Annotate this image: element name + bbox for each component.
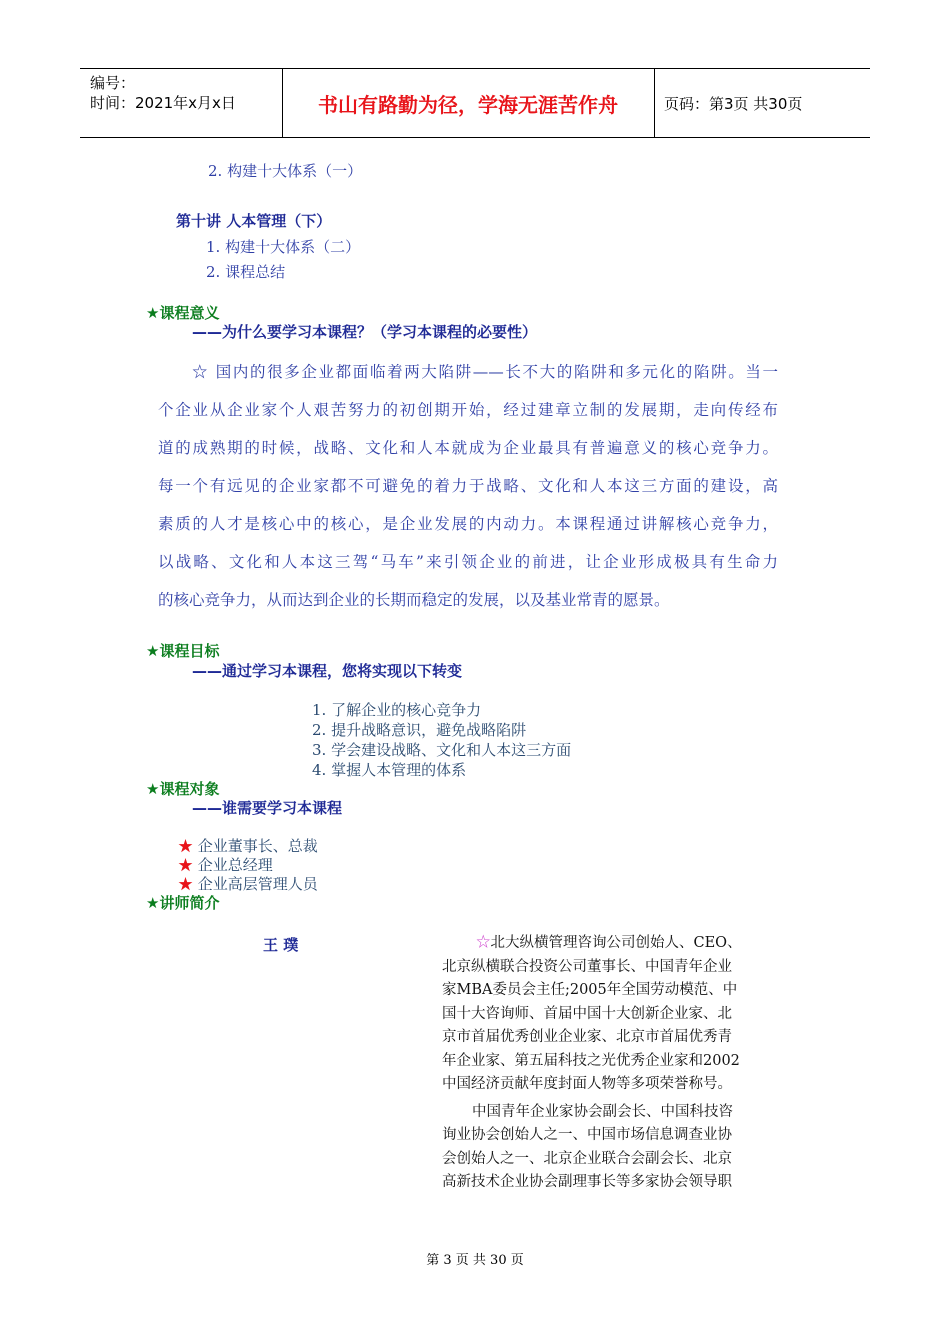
goals-subheading: ——通过学习本课程，您将实现以下转变 [192,662,463,680]
audience-item-text: 企业总经理 [197,856,273,874]
header-meta [90,73,236,113]
audience-item-text: 企业高层管理人员 [197,875,318,893]
bio-line: 家MBA委员会主任;2005年全国劳动模范、中 [442,982,738,998]
star-bullet-icon: ★ [178,856,194,874]
bio-line: 北京纵横联合投资公司董事长、中国青年企业 [442,958,732,975]
paragraph-line: ☆ 国内的很多企业都面临着两大陷阱——长不大的陷阱和多元化的陷阱。当一 [192,363,778,381]
white-star-icon: ☆ [476,935,491,951]
paragraph-line: 素质的人才是核心中的核心，是企业发展的内动力。本课程通过讲解核心竞争力， [158,515,778,533]
paragraph-line: 道的成熟期的时候，战略、文化和人本就成为企业最具有普遍意义的核心竞争力。 [158,439,778,457]
goal-item-3: 3. 学会建设战略、文化和人本这三方面 [312,741,572,759]
paragraph-line: 的核心竞争力，从而达到企业的长期而稳定的发展，以及基业常青的愿景。 [158,591,670,609]
star-bullet-icon: ★ [178,875,194,893]
time-label: 时间：2021年x月x日 [90,94,236,112]
bio-line: 会创始人之一、北京企业联合会副会长、北京 [442,1150,732,1167]
header-motto: 书山有路勤为径，学海无涯苦作舟 [318,92,618,117]
audience-heading: ★课程对象 [146,780,220,798]
bio-line: 中国经济贡献年度封面人物等多项荣誉称号。 [442,1076,732,1092]
bio-line: 高新技术企业协会副理事长等多家协会领导职 [442,1174,732,1190]
bio-line: 北大纵横管理咨询公司创始人、CEO、 [490,935,742,951]
significance-subheading: ——为什么要学习本课程？（学习本课程的必要性） [192,323,538,341]
audience-item-text: 企业董事长、总裁 [197,837,318,855]
significance-paragraph [158,353,778,619]
audience-item [178,835,318,856]
bio-line: 年企业家、第五届科技之光优秀企业家和2002 [442,1052,740,1069]
goals-heading: ★课程目标 [146,642,220,660]
paragraph-line: 每一个有远见的企业家都不可避免的着力于战略、文化和人本这三方面的建设，高 [158,477,778,495]
lecturer-name: 王 璞 [263,936,299,954]
outline-item: 2. 构建十大体系（一） [208,162,363,180]
significance-heading: ★课程意义 [146,304,220,322]
goal-item-2: 2. 提升战略意识，避免战略陷阱 [312,721,527,739]
serial-label: 编号： [90,74,136,92]
paragraph-line: 个企业从企业家个人艰苦努力的初创期开始，经过建章立制的发展期，走向传经布 [158,401,778,419]
paragraph-line: 以战略、文化和人本这三驾“马车”来引领企业的前进，让企业形成极具有生命力 [158,553,778,571]
star-bullet-icon: ★ [178,837,194,855]
lecture10-item-1: 1. 构建十大体系（二） [206,238,361,256]
lecture10-item-2: 2. 课程总结 [206,263,286,281]
page-footer: 第 3 页 共 30 页 [426,1253,524,1268]
header-page-info: 页码：第3页 共30页 [664,94,803,113]
audience-item [178,873,318,894]
header-divider-right [654,69,655,137]
lecturer-bio [442,932,774,1195]
bio-line: 国十大咨询师、首届中国十大创新企业家、北 [442,1005,732,1022]
goal-item-1: 1. 了解企业的核心竞争力 [312,701,482,719]
bio-line: 中国青年企业家协会副会长、中国科技咨 [472,1103,733,1120]
audience-subheading: ——谁需要学习本课程 [192,799,343,817]
goal-item-4: 4. 掌握人本管理的体系 [312,761,467,779]
lecturer-heading: ★讲师简介 [146,894,220,912]
bio-line: 京市首届优秀创业企业家、北京市首届优秀青 [442,1029,732,1045]
bio-line: 询业协会创始人之一、中国市场信息调查业协 [442,1127,732,1143]
lecture10-title: 第十讲 人本管理（下） [176,212,332,230]
header-table [80,68,870,138]
audience-item [178,854,273,875]
